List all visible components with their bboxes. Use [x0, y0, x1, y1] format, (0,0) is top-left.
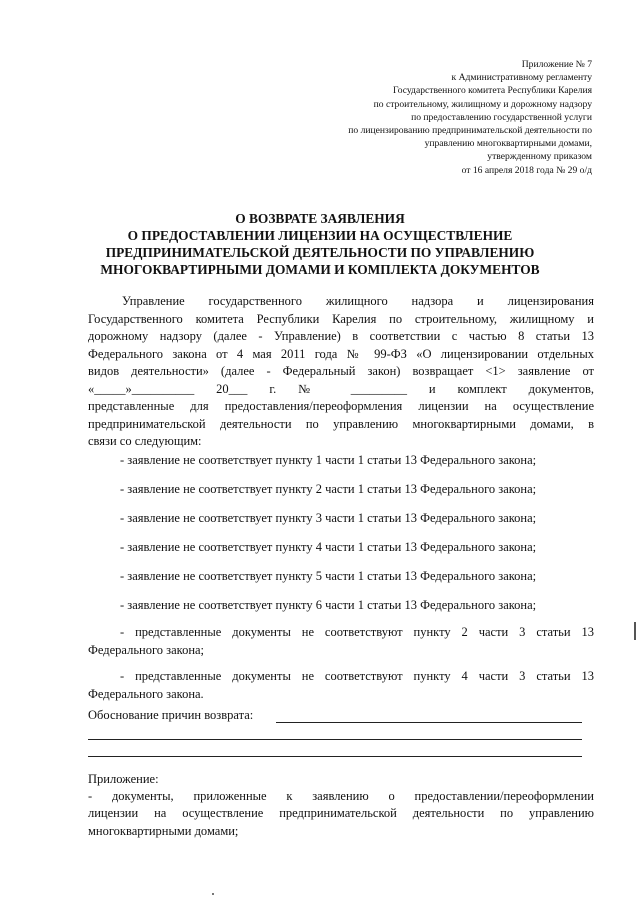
header-line: от 16 апреля 2018 года № 29 о/д	[461, 164, 592, 176]
paragraph-line: Федерального закона от 4 мая 2011 года № 99-ФЗ «О лицензировании отдельных	[88, 346, 594, 361]
reason-item: - заявление не соответствует пункту 6 части 1 статьи 13 Федерального закона;	[120, 598, 537, 612]
title-line: МНОГОКВАРТИРНЫМИ ДОМАМИ И КОМПЛЕКТА ДОКУМЕНТОВ	[100, 262, 540, 277]
header-line: Государственного комитета Республики Карелия	[393, 85, 592, 97]
reason-item: - заявление не соответствует пункту 4 части 1 статьи 13 Федерального закона;	[120, 540, 537, 554]
justification-label: Обоснование причин возврата:	[88, 708, 254, 722]
paragraph-line: «_____»__________ 20___ г. № _________ и комплект документов,	[88, 381, 594, 396]
document-title	[60, 210, 580, 278]
header-line: Приложение № 7	[521, 59, 592, 70]
title-line: О ПРЕДОСТАВЛЕНИИ ЛИЦЕНЗИИ НА ОСУЩЕСТВЛЕНИЕ	[127, 228, 513, 243]
paragraph-line: видов деятельности» (далее - Федеральный закон) возвращает <1> заявление от	[88, 364, 594, 378]
scan-speck	[212, 893, 214, 895]
justification-blank-line[interactable]	[88, 756, 582, 757]
paragraph-line: представленные для предоставления/переоформления лицензии на осуществление	[88, 399, 594, 413]
justification-section	[88, 708, 594, 723]
title-line: О ВОЗВРАТЕ ЗАЯВЛЕНИЯ	[235, 211, 405, 226]
attachment-heading: Приложение:	[88, 772, 159, 786]
reason-item-documents	[88, 624, 594, 659]
header-line: по лицензированию предпринимательской деятельности по	[348, 125, 592, 137]
reason-line: - представленные документы не соответствуют пункту 4 части 3 статьи 13	[120, 669, 594, 683]
reason-item-documents	[88, 668, 594, 703]
justification-blank-line[interactable]	[276, 722, 582, 723]
header-line: утвержденному приказом	[487, 151, 592, 163]
reason-item: - заявление не соответствует пункту 1 части 1 статьи 13 Федерального закона;	[120, 453, 537, 467]
scan-edge-mark	[634, 622, 636, 640]
paragraph-line: Управление государственного жилищного надзора и лицензирования	[122, 294, 594, 308]
attachment-line: многоквартирными домами;	[88, 823, 239, 838]
paragraph-line: связи со следующим:	[88, 434, 202, 448]
reason-line: Федерального закона.	[88, 686, 204, 701]
paragraph-line: Государственного комитета Республики Карелия по строительному, жилищному и	[88, 311, 594, 326]
reason-line: Федерального закона;	[88, 642, 205, 657]
attachment-section	[88, 771, 594, 840]
reason-line: - представленные документы не соответствуют пункту 2 части 3 статьи 13	[120, 625, 594, 639]
paragraph-line: дорожному надзору (далее - Управление) в соответствии с частью 8 статьи 13	[88, 329, 594, 343]
appendix-header	[262, 58, 592, 177]
header-line: по предоставлению государственной услуги	[411, 111, 592, 123]
reason-item: - заявление не соответствует пункту 2 части 1 статьи 13 Федерального закона;	[120, 482, 537, 496]
paragraph-line: предпринимательской деятельности по управлению многоквартирными домами, в	[88, 416, 594, 431]
attachment-line: лицензии на осуществление предпринимательской деятельности по управлению	[88, 806, 594, 821]
main-paragraph	[88, 293, 594, 451]
title-line: ПРЕДПРИНИМАТЕЛЬСКОЙ ДЕЯТЕЛЬНОСТИ ПО УПРАВЛЕНИЮ	[105, 245, 535, 260]
attachment-line: - документы, приложенные к заявлению о предоставлении/переоформлении	[88, 789, 594, 804]
justification-blank-line[interactable]	[88, 739, 582, 740]
header-line: управлению многоквартирными домами,	[424, 138, 592, 150]
header-line: к Административному регламенту	[451, 72, 592, 84]
reason-item: - заявление не соответствует пункту 5 части 1 статьи 13 Федерального закона;	[120, 569, 537, 583]
header-line: по строительному, жилищному и дорожному надзору	[373, 98, 592, 110]
reason-item: - заявление не соответствует пункту 3 части 1 статьи 13 Федерального закона;	[120, 511, 537, 525]
